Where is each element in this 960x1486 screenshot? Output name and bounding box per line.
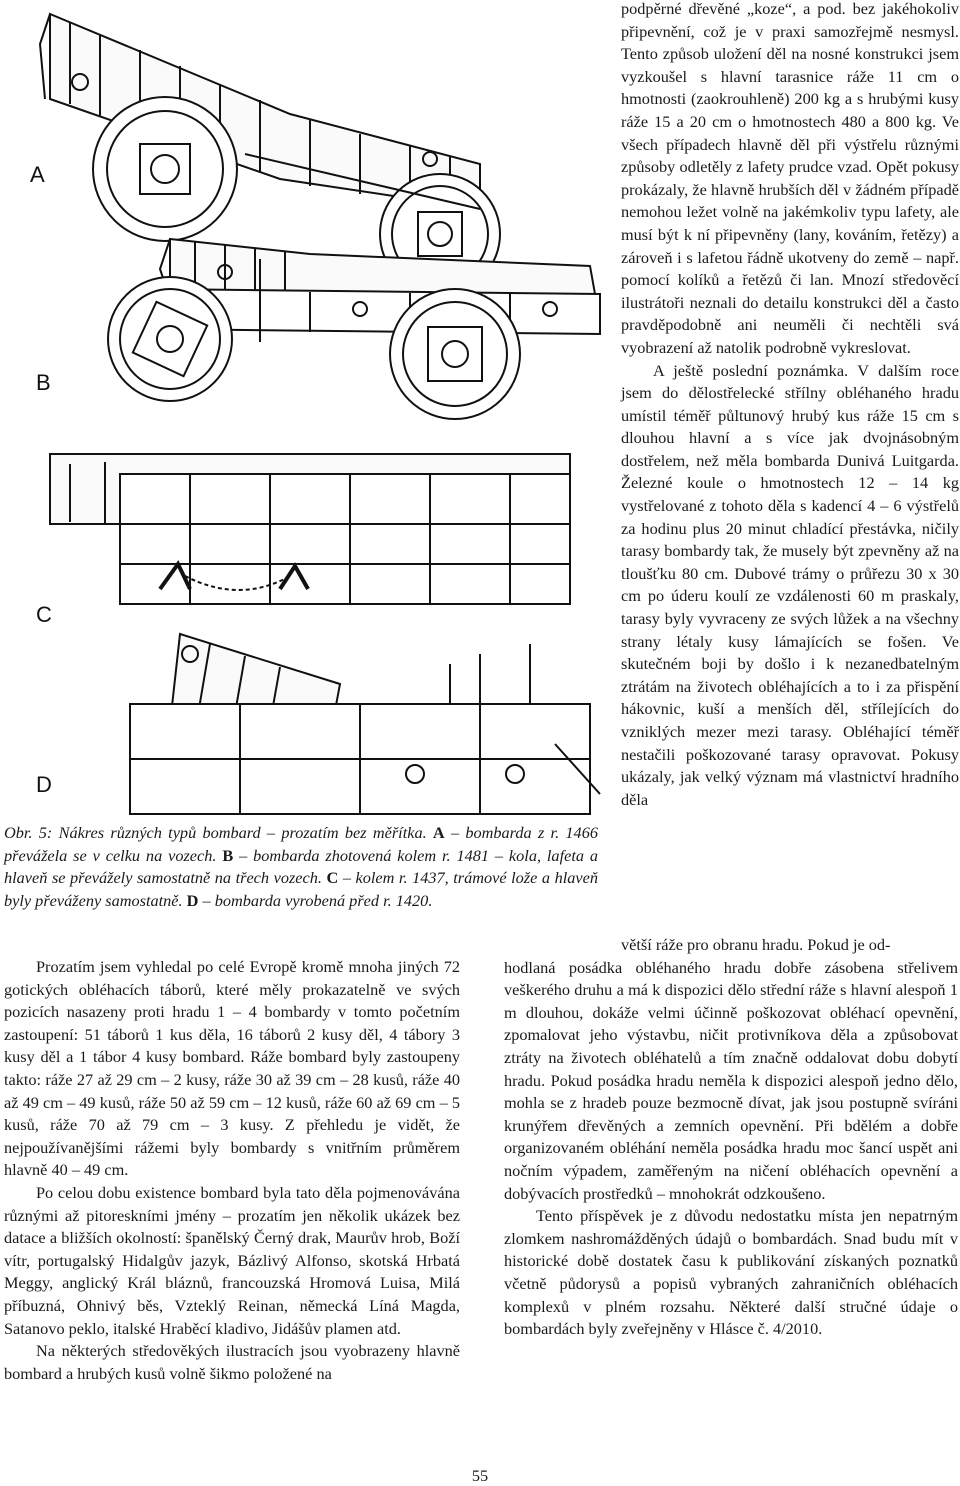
right-paragraph-2-wide-rest: hodlaná posádka obléhaného hradu dobře zásobena střelivem veškerého druhu a má k dispozici dělo střední ráže s hlavní alespoň 1 m dlouhou, dokáže velmi účinně poškozovat obléhací opevnění, zpomalovat jeho výstavbu, ničit protivníkova děla a způsobovat ztráty na životech obléhatelů a tím značně oddalovat dobu dobytí hradu. Pokud posádka hradu neměla k dispozici alespoň jedno dělo, mohla se z hradeb pouze bezmocně dívat, jak jsou postupně svíráni krunýřem dřevěných a zemních opevnění. Při bdělém a dobře organizovaném obléhání neměla posádka hradu moc šancí uspět ani nočním výpadem, zaměřeným na ničení obléhacích opevnění a dobývacích prostředků – mnohokrát odzkoušeno. bbox=[504, 957, 958, 1203]
figure-label-b: B bbox=[36, 370, 51, 395]
figure-label-d: D bbox=[36, 772, 52, 797]
left-paragraph-3: Na některých středověkých ilustracích jsou vyobrazeny hlavně bombard a hrubých kusů volně šikmo položené na bbox=[4, 1341, 460, 1383]
right-column bbox=[621, 0, 959, 811]
caption-key-a: A bbox=[432, 823, 445, 842]
bombard-d-drawing bbox=[130, 634, 600, 814]
left-column bbox=[4, 956, 460, 1385]
left-paragraph-2: Po celou dobu existence bombard byla tato děla pojmenovávána různými až pitoreskními jmény – prozatím jen několik ukázek bez datace a bližších okolností: španělský Černý drak, Maurův hrob, Boží vítr, portugalský Hidalgův jazyk, Bázlivý Alfonso, skotská Hrbatá Meggy, anglický Král bláznů, francouzská Hromová Luisa, Milá příbuzná, Ohnivý běs, Vzteklý Reinan, německá Líná Magda, Satanovo peklo, italské Hraběcí kladivo, Jidášův plamen atd. bbox=[4, 1182, 460, 1338]
page-number: 55 bbox=[471, 1466, 489, 1485]
right-paragraph-2-wide-lead: větší ráže pro obranu hradu. Pokud je od- bbox=[621, 935, 891, 954]
right-paragraph-1: podpěrné dřevěné „koze“, a pod. bez jakéhokoliv připevnění, což je v praxi samozřejmě nesmysl. Tento způsob uložení děl na nosné konstrukci jsem vyzkoušel s hlavní tarasnice ráže 11 cm o hmotnosti (zaokrouhleně) 200 kg a s hrubými kusy ráže 15 a 20 cm o hmotnostech 480 a 800 kg. Ve všech případech hlavně děl při výstřelu různými způsoby odletěly z lafety prudce vzad. Opět pokusy prokázaly, že hlavně hrubších děl v žádném případě nemohou ležet volně na jakémkoliv typu lafety, ale musí být k ní připevněny (lany, kováním, řetězy) a zároveň i s lafetou řádně ukotveny do země – např. pomocí kolíků a řetězů či lan. Mnozí středověcí ilustrátoři neznali do detailu konstrukci děl a často pravděpodobně ani neuměli či nechtěli svá vyobrazení až natolik podrobně vykreslovat. bbox=[621, 0, 959, 357]
caption-text-c: – kolem r. 1437, trámové lože a hlaveň byly převáženy samostatně. bbox=[4, 868, 598, 910]
right-column-wide bbox=[504, 934, 958, 1341]
caption-text-d: – bombarda vyrobená před r. 1420. bbox=[202, 890, 433, 910]
caption-key-c: C bbox=[326, 868, 339, 888]
caption-text-b: – bombarda zhotovená kolem r. 1481 – kola, lafeta a hlaveň se převážely samostatně na třech vozech. bbox=[4, 845, 599, 888]
figure-label-a: A bbox=[30, 162, 45, 187]
caption-key-d: D bbox=[186, 890, 199, 910]
figure-caption bbox=[4, 822, 598, 912]
bombard-figure bbox=[10, 4, 608, 818]
caption-lead: Obr. 5: Nákres různých typů bombard – prozatím bez měřítka. bbox=[4, 823, 427, 842]
caption-key-b: B bbox=[222, 845, 234, 865]
left-paragraph-1: Prozatím jsem vyhledal po celé Evropě kromě mnoha jiných 72 gotických obléhacích táborů, které měly prokazatelně ve svých pozicích nasazeny proti hradu 1 – 4 bombardy v tomto početním zastoupení: 51 táborů 1 kus děla, 16 táborů 2 kusy děl, 4 tábory 3 kusy děl a 1 tábor 4 kusy bombard. Ráže bombard byly zastoupeny takto: ráže 27 až 29 cm – 2 kusy, ráže 30 až 39 cm – 28 kusů, ráže 40 až 49 cm – 49 kusů, ráže 50 až 59 cm – 12 kusů, ráže 60 až 69 cm – 5 kusů, ráže 70 až 79 cm – 3 kusy. Z přehledu je vidět, že nejpoužívanějšími rážemi byly bombardy s vnitřním průměrem hlavně 40 – 49 cm. bbox=[4, 957, 460, 1180]
right-paragraph-2: A ještě poslední poznámka. V dalším roce jsem do dělostřelecké střílny obléhaného hradu umístil téměř půltunový hrubý kus ráže 15 cm s dlouhou hlavní a s více jak dvojnásobným dostřelem, než měla bombarda Dunivá Luitgarda. Železné koule o hmotnostech 12 – 14 kg vystřelované z tohoto děla s kadencí 4 – 6 výstřelů za hodinu plus 20 minut chladící přestávka, ničily tarasy bombardy tak, že musely být zpevněny až na tloušťku 80 cm. Dubové trámy o průřezu 30 x 30 cm po úderu koulí ze vzdálenosti 60 m praskaly, tarasy byly vyvraceny ze svých lůžek a na všechny strany létaly kusy lámajících se fošen. Ve skutečném boji by došlo i k nezanedbatelným ztrátám na životech obléhajících a to i za přispění hákovnic, kuší a menších děl, střílejících do vzniklých mezer mezi tarasy. Obléhající téměř nestačili poškozované tarasy opravovat. Pokusy ukázaly, jak velký význam má vlastnictví hradního děla bbox=[621, 360, 959, 809]
right-paragraph-3: Tento příspěvek je z důvodu nedostatku místa jen nepatrným zlomkem nashromážděných údajů o bombardách. Snad budu mít v historické době dostatek času k publikování získaných poznatků včetně půdorysů a popisů vybraných zahraničních obléhacích komplexů v plném rozsahu. Některé další stručné údaje o bombardách byly zveřejněny v Hlásce č. 4/2010. bbox=[504, 1206, 958, 1339]
bombard-b-drawing bbox=[108, 239, 600, 419]
caption-text-a: – bombarda z r. 1466 převážela se v celku na vozech. bbox=[4, 823, 598, 865]
bombard-drawing bbox=[10, 4, 608, 818]
bombard-c-drawing bbox=[50, 454, 570, 604]
figure-label-c: C bbox=[36, 602, 52, 627]
